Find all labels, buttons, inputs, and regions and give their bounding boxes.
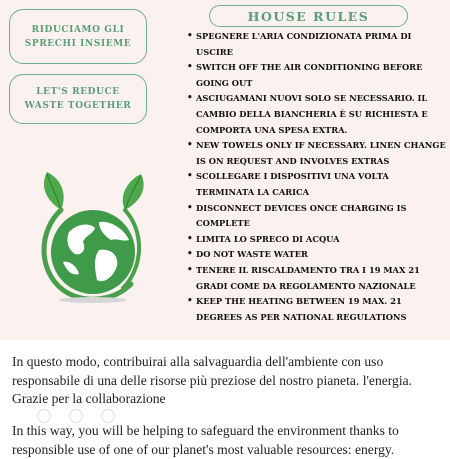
english-description: In this way, you will be helping to safeguard the environment thanks to responsible use of one of our planet's most valuable resources: energy.: [12, 423, 399, 457]
rule-item: • SCOLLEGARE I DISPOSITIVI UNA VOLTA TERMINATA LA CARICA: [187, 169, 449, 200]
rule-item: • DO NOT WASTE WATER: [187, 247, 449, 263]
rule-item: • TENERE IL RISCALDAMENTO TRA I 19 MAX 21 GRADI COME DA REGOLAMENTO NAZIONALE: [187, 263, 449, 294]
eco-globe-icon: [33, 170, 153, 305]
carousel-dot-3[interactable]: [101, 409, 115, 423]
rule-item: • SWITCH OFF THE AIR CONDITIONING BEFORE GOING OUT: [187, 60, 449, 91]
italian-description: In questo modo, contribuirai alla salvaguardia dell'ambiente con uso responsabile di una delle risorse più preziose del nostro pianeta. l'energia. Grazie per la collaborazione: [12, 354, 413, 406]
rule-item: • NEW TOWELS ONLY IF NECESSARY. LINEN CHANGE IS ON REQUEST AND INVOLVES EXTRAS: [187, 138, 449, 169]
english-slogan-badge: LET'S REDUCE WASTE TOGETHER: [9, 74, 147, 124]
rule-item: • SPEGNERE L'ARIA CONDIZIONATA PRIMA DI USCIRE: [187, 29, 449, 60]
carousel-dot-2[interactable]: [69, 409, 83, 423]
house-rules-list: [187, 29, 449, 325]
house-rules-title: HOUSE RULES: [209, 5, 408, 27]
rule-item: • DISCONNECT DEVICES ONCE CHARGING IS COMPLETE: [187, 201, 449, 232]
italian-slogan-badge: RIDUCIAMO GLI SPRECHI INSIEME: [9, 9, 147, 64]
carousel-dot-1[interactable]: [37, 409, 51, 423]
rule-item: • ASCIUGAMANI NUOVI SOLO SE NECESSARIO. IL CAMBIO DELLA BIANCHERIA È SU RICHIESTA E COMPORTA UNA SPESA EXTRA.: [187, 91, 449, 138]
rule-item: • KEEP THE HEATING BETWEEN 19 MAX. 21 DEGREES AS PER NATIONAL REGULATIONS: [187, 294, 449, 325]
rule-item: • LIMITA LO SPRECO DI ACQUA: [187, 232, 449, 248]
